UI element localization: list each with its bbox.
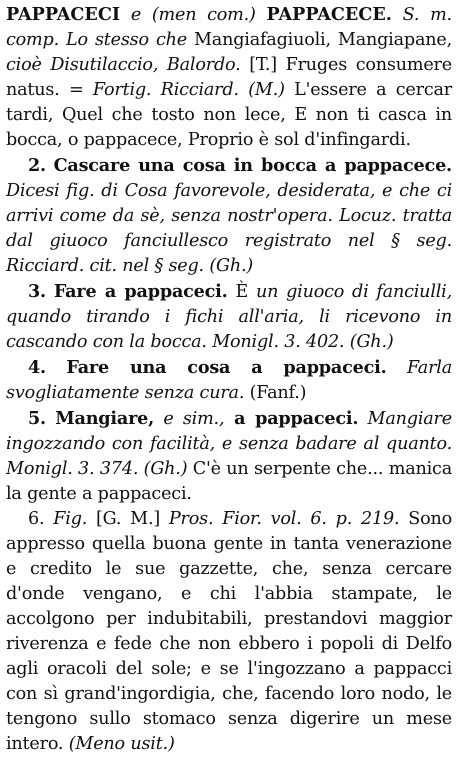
entry-main [6, 2, 452, 153]
sense-2-definition: Dicesi fig. di Cosa favorevole, desiderata, e che ci arrivi come da sè, senza nostr'opera. Locuz. tratta dal giuoco fanciullesco registrato nel § seg. Ricciard. cit. nel § seg. (Gh.) [6, 181, 452, 276]
sense-2 [6, 153, 452, 279]
sense-6-label-italic: Fig. [53, 509, 88, 529]
sense-4-number: 4. [28, 357, 46, 378]
sense-5-def-italic: Mangiare ingozzando con facilità, e senza badare al quanto. Monigl. 3. 374. (Gh.) [6, 409, 452, 479]
sense-4-def-italic: Farla svogliatamente senza cura. [6, 358, 452, 403]
sense-3-def-roman: È [227, 282, 249, 302]
sense-5-phrase-italic: e sim., [154, 409, 225, 429]
sense-4-phrase: Fare una cosa a pappaceci. [66, 357, 387, 378]
grammar-note: S. m. comp. [6, 5, 452, 50]
sense-4-def-roman: (Fanf.) [244, 383, 307, 403]
headword-conj: e [130, 5, 142, 25]
sense-5-phrase-2: a pappaceci. [224, 408, 359, 429]
sense-3-phrase: Fare a pappaceci. [53, 281, 228, 302]
headword: PAPPACECI [6, 4, 121, 25]
sense-5-def-roman: C'è un serpente che... manica la gente a pappaceci. [6, 459, 452, 504]
sense-3-number: 3. [28, 281, 46, 302]
definition-italic-2: cioè Disutilaccio, Balordo. [6, 55, 241, 75]
sense-6 [6, 507, 452, 757]
sense-5-phrase-1: Mangiare, [55, 408, 155, 429]
sense-5-number: 5. [28, 408, 46, 429]
sense-6-number: 6. [28, 509, 45, 529]
sense-2-number: 2. [28, 155, 46, 176]
sense-6-citation: Pros. Fior. vol. 6. p. 219. [160, 509, 400, 529]
headword-variant: PAPPACECE. [266, 4, 392, 25]
sense-5 [6, 406, 452, 507]
sense-6-tail: (Meno usit.) [63, 734, 175, 754]
sense-2-phrase: Cascare una cosa in bocca a pappacece. [53, 155, 452, 176]
definition-italic-1: Lo stesso che [66, 30, 187, 50]
quote-1: L'essere a cercar tardi, Quel che tosto non lece, E non ti casca in bocca, o pappacece, Proprio è sol d'infingardi. [6, 80, 452, 150]
definition-roman-1: Mangiafagiuoli, Mangiapane, [186, 30, 452, 50]
definition-roman-2: [T.] Fruges consumere natus. = [6, 55, 452, 100]
sense-6-label-roman: [G. M.] [87, 509, 161, 529]
citation-1: Fortig. Ricciard. (M.) [92, 80, 285, 100]
sense-4 [6, 355, 452, 406]
sense-3-def-italic: un giuoco di fanciulli, quando tirando i fichi all'aria, li ricevono in cascando con la bocca. Monigl. 3. 402. (Gh.) [6, 282, 452, 352]
sense-3 [6, 279, 452, 355]
headword-note: (men com.) [151, 5, 256, 25]
sense-6-text: Sono appresso quella buona gente in tanta venerazione e credito le sue gazzette, che, senza cercare d'onde vengano, e chi l'abbia stampate, le accolgono per indubitabili, prestandovi maggior riverenza e fede che non ebbero i popoli di Delfo agli oracoli del sole; e se l'ingozzano a pappacci con sì grand'ingordigia, che, facendo loro nodo, le tengono sullo stomaco senza digerire un mese intero. [6, 509, 452, 754]
